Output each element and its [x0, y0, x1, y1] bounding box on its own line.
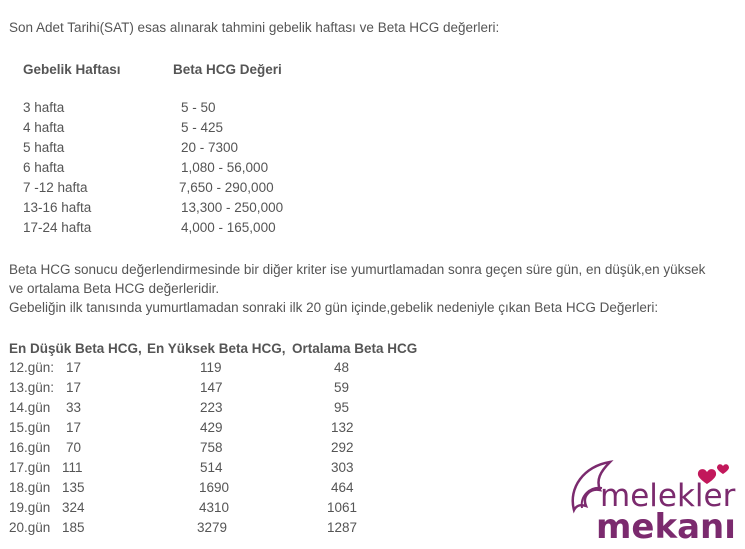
table2-day: 14.gün [9, 400, 51, 415]
table2-day: 16.gün [9, 440, 51, 455]
heart-icon [717, 464, 729, 474]
table2-low: 111 [62, 460, 83, 475]
table1-value: 5 - 425 [181, 120, 224, 135]
table2-avg: 303 [331, 460, 354, 475]
table1-value: 1,080 - 56,000 [181, 160, 269, 175]
table2-high: 758 [200, 440, 223, 455]
table2-day: 12.gün: [9, 360, 55, 375]
table1-week: 6 hafta [23, 160, 65, 175]
table1-header-value: Beta HCG Değeri [173, 62, 282, 77]
table2-header-avg: Ortalama Beta HCG [292, 341, 418, 356]
table1-week: 13-16 hafta [23, 200, 92, 215]
table2-low: 17 [66, 420, 82, 435]
table2-low: 17 [66, 360, 82, 375]
table2-avg: 1287 [327, 520, 358, 535]
table2-low: 17 [66, 380, 82, 395]
table2-low: 135 [62, 480, 85, 495]
logo-line1: melekler [600, 478, 736, 514]
table1-week: 5 hafta [23, 140, 65, 155]
table2-low: 324 [62, 500, 85, 515]
table1-week: 7 -12 hafta [23, 180, 88, 195]
table1-week: 17-24 hafta [23, 220, 92, 235]
table2-avg: 292 [331, 440, 354, 455]
paragraph-line: Beta HCG sonucu değerlendirmesinde bir diğer kriter ise yumurtlamadan sonra geçen süre gün, en düşük,en yüksek [9, 262, 706, 277]
table2-header-low: En Düşük Beta HCG, [9, 341, 142, 356]
table2-avg: 464 [331, 480, 354, 495]
paragraph-line: Gebeliğin ilk tanısında yumurtlamadan sonraki ilk 20 gün içinde,gebelik nedeniyle çıkan Beta HCG Değerleri: [9, 300, 659, 315]
table2-high: 3279 [197, 520, 228, 535]
table2-high: 223 [200, 400, 223, 415]
table2-avg: 95 [334, 400, 350, 415]
table2-day: 18.gün [9, 480, 51, 495]
table2-day: 20.gün [9, 520, 51, 535]
intro-text: Son Adet Tarihi(SAT) esas alınarak tahmini gebelik haftası ve Beta HCG değerleri: [9, 20, 500, 35]
table2-high: 429 [200, 420, 223, 435]
table1-header-week: Gebelik Haftası [23, 62, 121, 77]
table2-high: 119 [200, 360, 222, 375]
table2-avg: 59 [334, 380, 350, 395]
table1-value: 13,300 - 250,000 [181, 200, 284, 215]
table1-value: 7,650 - 290,000 [179, 180, 274, 195]
table2-day: 17.gün [9, 460, 51, 475]
table2-day: 15.gün [9, 420, 51, 435]
logo-graphic [566, 458, 744, 546]
melekler-mekani-logo [566, 458, 744, 546]
table2-high: 4310 [199, 500, 230, 515]
table1-week: 3 hafta [23, 100, 65, 115]
table1-value: 4,000 - 165,000 [181, 220, 276, 235]
table2-low: 33 [66, 400, 82, 415]
table1-week: 4 hafta [23, 120, 65, 135]
table2-header-high: En Yüksek Beta HCG, [147, 341, 286, 356]
table2-high: 147 [200, 380, 223, 395]
table2-avg: 48 [334, 360, 350, 375]
table2-avg: 132 [331, 420, 354, 435]
table1-value: 5 - 50 [181, 100, 216, 115]
table2-high: 514 [200, 460, 223, 475]
table2-low: 185 [62, 520, 85, 535]
table2-avg: 1061 [327, 500, 358, 515]
table2-day: 19.gün [9, 500, 51, 515]
table2-low: 70 [66, 440, 82, 455]
table2-day: 13.gün: [9, 380, 55, 395]
table2-high: 1690 [199, 480, 230, 495]
logo-line2: mekanı [596, 507, 736, 546]
table1-value: 20 - 7300 [181, 140, 239, 155]
paragraph-line: ve ortalama Beta HCG değerleridir. [9, 281, 220, 296]
